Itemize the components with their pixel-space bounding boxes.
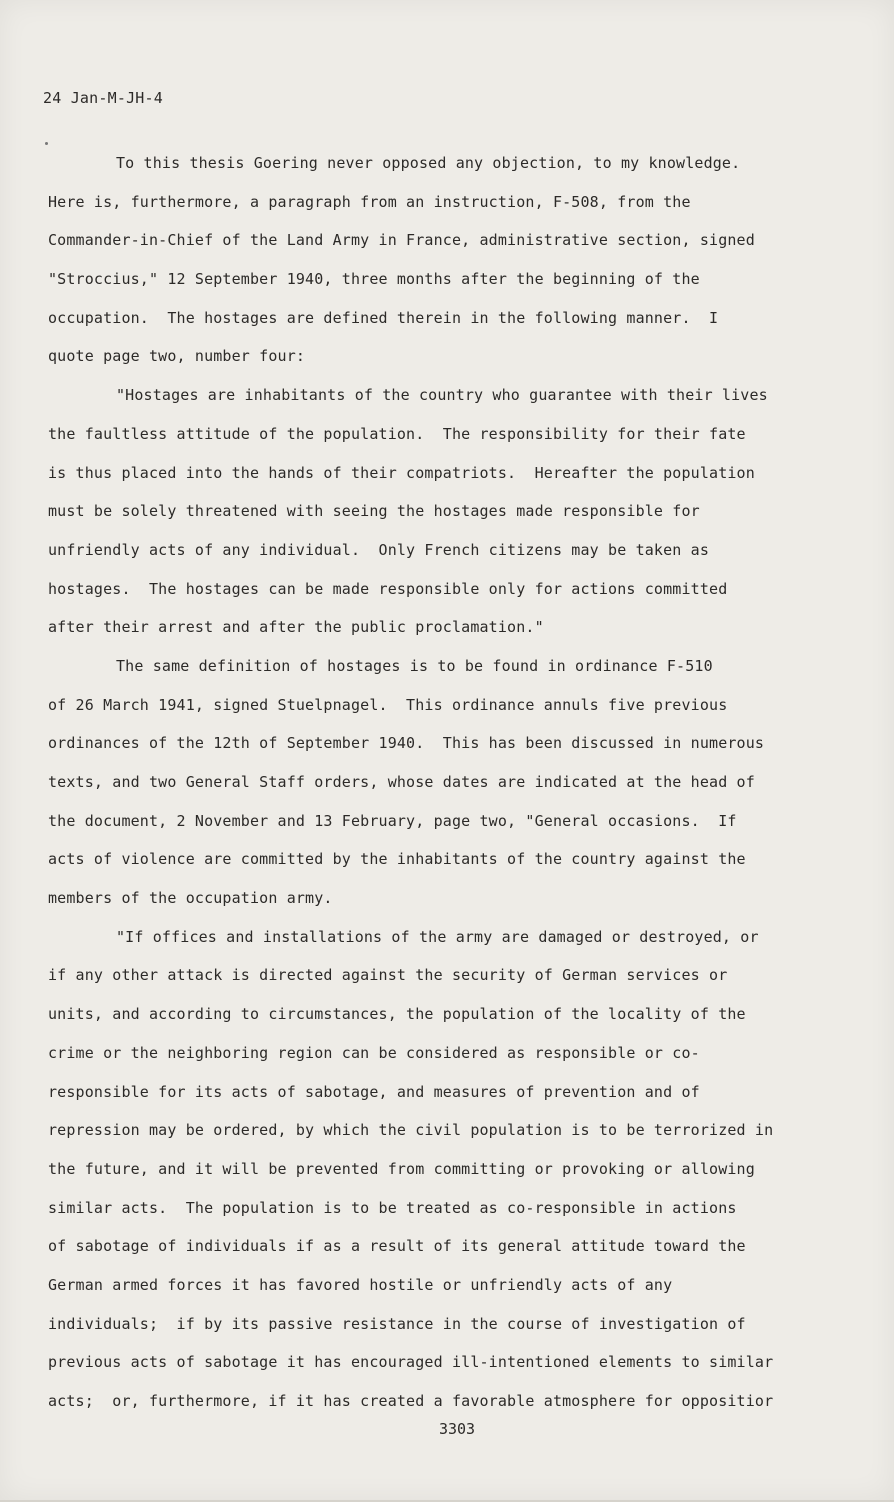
text-line: of sabotage of individuals if as a result of its general attitude toward the: [48, 1237, 746, 1256]
text-line: of 26 March 1941, signed Stuelpnagel. This ordinance annuls five previous: [48, 695, 728, 714]
text-line: Commander-in-Chief of the Land Army in France, administrative section, signed: [48, 231, 755, 250]
text-line: responsible for its acts of sabotage, and measures of prevention and of: [48, 1082, 700, 1101]
text-line: the future, and it will be prevented from committing or provoking or allowing: [48, 1159, 755, 1178]
text-line: texts, and two General Staff orders, whose dates are indicated at the head of: [48, 773, 755, 791]
text-line: To this thesis Goering never opposed any objection, to my knowledge.: [116, 154, 741, 172]
text-line: is thus placed into the hands of their compatriots. Hereafter the population: [48, 463, 755, 482]
document-body: [48, 144, 818, 1421]
text-line: The same definition of hostages is to be found in ordinance F-510: [116, 656, 713, 675]
text-line: unfriendly acts of any individual. Only French citizens may be taken as: [48, 540, 710, 559]
text-line: after their arrest and after the public proclamation.": [48, 618, 544, 637]
text-line: units, and according to circumstances, the population of the locality of the: [48, 1005, 746, 1024]
text-line: ordinances of the 12th of September 1940. This has been discussed in numerous: [48, 734, 765, 753]
text-line: individuals; if by its passive resistance in the course of investigation of: [48, 1314, 746, 1333]
document-reference: 24 Jan-M-JH-4: [43, 89, 163, 107]
text-line: previous acts of sabotage it has encouraged ill-intentioned elements to similar: [48, 1353, 774, 1372]
text-line: the faultless attitude of the population. The responsibility for their fate: [48, 424, 746, 443]
text-line: crime or the neighboring region can be considered as responsible or co-: [48, 1043, 700, 1062]
text-line: similar acts. The population is to be treated as co-responsible in actions: [48, 1198, 737, 1217]
text-line: "Stroccius," 12 September 1940, three months after the beginning of the: [48, 270, 700, 289]
text-line: occupation. The hostages are defined therein in the following manner. I: [48, 308, 719, 327]
text-line: hostages. The hostages can be made responsible only for actions committed: [48, 579, 728, 598]
text-line: quote page two, number four:: [48, 347, 306, 366]
text-line: "If offices and installations of the army are damaged or destroyed, or: [116, 927, 759, 946]
text-line: if any other attack is directed against the security of German services or: [48, 966, 728, 985]
page-number: 3303: [438, 1420, 476, 1438]
text-line: German armed forces it has favored hostile or unfriendly acts of any: [48, 1275, 673, 1294]
text-line: "Hostages are inhabitants of the country who guarantee with their lives: [116, 386, 768, 405]
text-line: members of the occupation army.: [48, 889, 333, 908]
text-line: repression may be ordered, by which the civil population is to be terrorized in: [48, 1121, 774, 1140]
text-line: acts of violence are committed by the inhabitants of the country against the: [48, 850, 746, 869]
text-line: acts; or, furthermore, if it has created a favorable atmosphere for oppositior: [48, 1392, 774, 1410]
text-line: must be solely threatened with seeing the hostages made responsible for: [48, 502, 700, 521]
text-line: the document, 2 November and 13 February, page two, "General occasions. If: [48, 811, 737, 830]
text-line: Here is, furthermore, a paragraph from an instruction, F-508, from the: [48, 192, 691, 211]
